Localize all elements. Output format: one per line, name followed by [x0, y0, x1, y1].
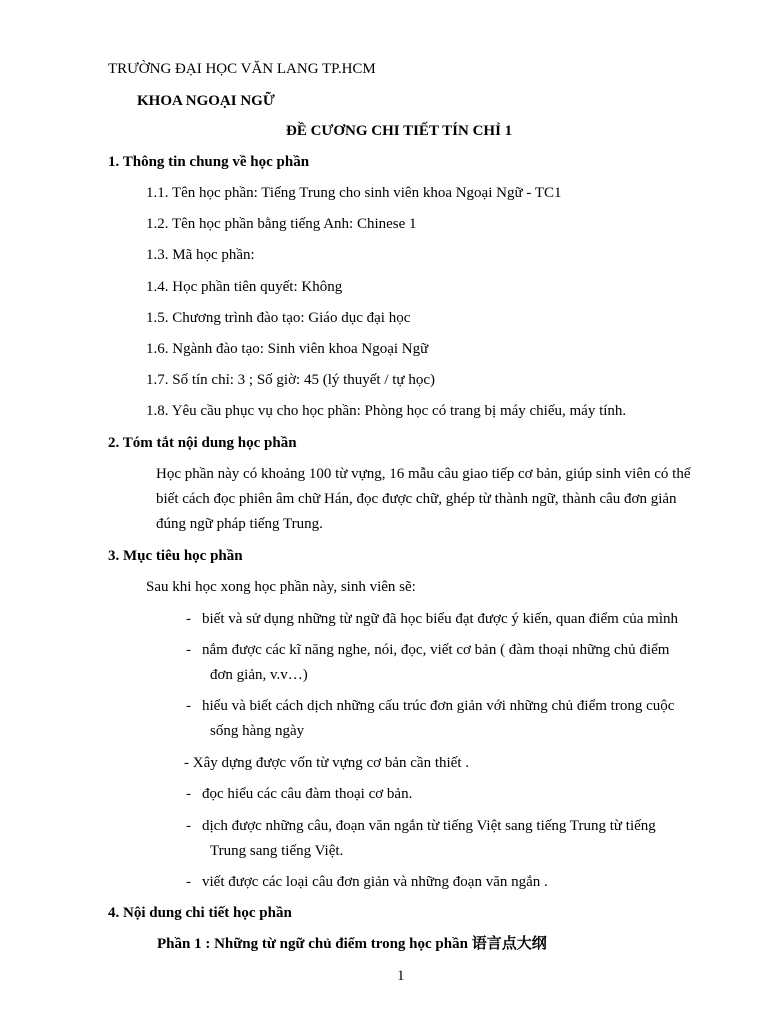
section-4-heading: 4. Nội dung chi tiết học phần — [108, 905, 292, 921]
bullet-dash: - — [186, 818, 191, 834]
bullet-dash: - — [186, 642, 191, 658]
faculty-name: KHOA NGOẠI NGỮ — [137, 93, 275, 109]
info-item: 1.6. Ngành đào tạo: Sinh viên khoa Ngoại Ngữ — [146, 341, 429, 357]
university-name: TRƯỜNG ĐẠI HỌC VĂN LANG TP.HCM — [108, 61, 376, 77]
objective-item: đọc hiểu các câu đàm thoại cơ bản. — [202, 786, 413, 802]
bullet-dash: - — [186, 698, 191, 714]
info-item: 1.8. Yêu cầu phục vụ cho học phần: Phòng học có trang bị máy chiếu, máy tính. — [146, 403, 627, 419]
info-item: 1.5. Chương trình đào tạo: Giáo dục đại học — [146, 310, 411, 326]
objective-item: nắm được các kĩ năng nghe, nói, đọc, viết cơ bản ( đàm thoại những chủ điểm — [202, 642, 670, 658]
objective-item: viết được các loại câu đơn giản và những đoạn văn ngắn . — [202, 874, 548, 890]
summary-paragraph: Học phần này có khoảng 100 từ vựng, 16 mẫu câu giao tiếp cơ bản, giúp sinh viên có thể biết cách đọc phiên âm chữ Hán, đọc được chữ, ghép từ thành ngữ, thành câu đơn giản đúng ngữ pháp tiếng Trung. — [156, 466, 691, 532]
objective-item: - Xây dựng được vốn từ vựng cơ bản cần thiết . — [184, 755, 469, 771]
objective-item-continuation: Trung sang tiếng Việt. — [210, 843, 344, 859]
bullet-dash: - — [186, 874, 191, 890]
part-title: Phần 1 : Những từ ngữ chủ điểm trong học phần 语言点大纲 — [157, 936, 547, 952]
info-item: 1.4. Học phần tiên quyết: Không — [146, 279, 343, 295]
objective-item-continuation: đơn giản, v.v…) — [210, 667, 308, 683]
info-item: 1.7. Số tín chỉ: 3 ; Số giờ: 45 (lý thuyết / tự học) — [146, 372, 435, 388]
bullet-dash: - — [186, 611, 191, 627]
objectives-intro: Sau khi học xong học phần này, sinh viên sẽ: — [146, 579, 416, 595]
section-1-heading: 1. Thông tin chung về học phần — [108, 154, 310, 170]
info-item: 1.3. Mã học phần: — [146, 247, 255, 263]
bullet-dash: - — [186, 786, 191, 802]
objective-item: hiểu và biết cách dịch những cấu trúc đơn giản với những chủ điểm trong cuộc — [202, 698, 675, 714]
section-3-heading: 3. Mục tiêu học phần — [108, 548, 243, 564]
info-item: 1.1. Tên học phần: Tiếng Trung cho sinh viên khoa Ngoại Ngữ - TC1 — [146, 185, 562, 201]
objective-item: biết và sử dụng những từ ngữ đã học biểu đạt được ý kiến, quan điểm của mình — [202, 611, 678, 627]
info-item: 1.2. Tên học phần bằng tiếng Anh: Chinese 1 — [146, 216, 417, 232]
page-number: 1 — [397, 968, 405, 984]
section-2-heading: 2. Tóm tắt nội dung học phần — [108, 435, 297, 451]
objective-item: dịch được những câu, đoạn văn ngắn từ tiếng Việt sang tiếng Trung từ tiếng — [202, 818, 656, 834]
document-title: ĐỀ CƯƠNG CHI TIẾT TÍN CHỈ 1 — [286, 123, 513, 139]
objective-item-continuation: sống hàng ngày — [210, 723, 305, 739]
